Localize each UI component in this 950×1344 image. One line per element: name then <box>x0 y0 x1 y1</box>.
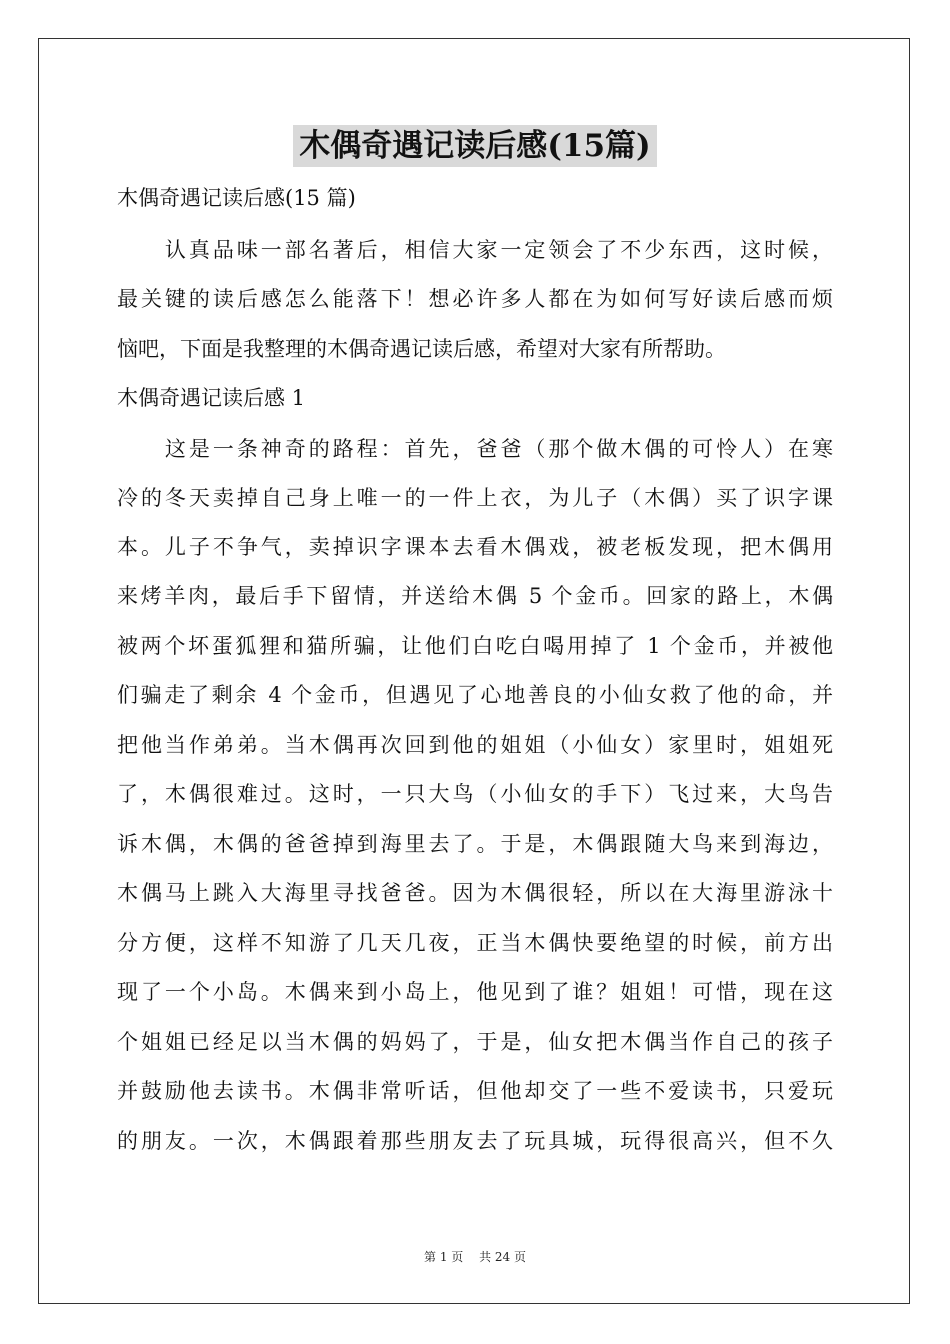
page-total: 共 24 页 <box>479 1250 526 1264</box>
body-line: 并鼓励他去读书。木偶非常听话，但他却交了一些不爱读书，只爱玩 <box>117 1079 833 1103</box>
body-line: 了，木偶很难过。这时，一只大鸟（小仙女的手下）飞过来，大鸟告 <box>117 782 833 806</box>
page-footer <box>0 1248 950 1265</box>
body-line: 冷的冬天卖掉自己身上唯一的一件上衣，为儿子（木偶）买了识字课 <box>117 486 833 510</box>
body-line: 本。儿子不争气，卖掉识字课本去看木偶戏，被老板发现，把木偶用 <box>117 535 833 559</box>
page-border <box>38 38 910 1304</box>
body-line: 个姐姐已经足以当木偶的妈妈了，于是，仙女把木偶当作自己的孩子 <box>117 1030 833 1054</box>
body-line: 们骗走了剩余 4 个金币，但遇见了心地善良的小仙女救了他的命，并 <box>117 683 833 707</box>
body-line: 木偶马上跳入大海里寻找爸爸。因为木偶很轻，所以在大海里游泳十 <box>117 881 833 905</box>
section-heading: 木偶奇遇记读后感 1 <box>117 386 306 410</box>
body-line: 把他当作弟弟。当木偶再次回到他的姐姐（小仙女）家里时，姐姐死 <box>117 733 833 757</box>
body-line: 诉木偶，木偶的爸爸掉到海里去了。于是，木偶跟随大鸟来到海边， <box>117 832 833 856</box>
body-line: 这是一条神奇的路程：首先，爸爸（那个做木偶的可怜人）在寒 <box>117 437 833 461</box>
body-line: 现了一个小岛。木偶来到小岛上，他见到了谁？姐姐！可惜，现在这 <box>117 980 833 1004</box>
page-number: 第 1 页 <box>424 1250 464 1264</box>
body-line: 被两个坏蛋狐狸和猫所骗，让他们白吃白喝用掉了 1 个金币，并被他 <box>117 634 833 658</box>
title-container <box>0 125 950 167</box>
body-line: 的朋友。一次，木偶跟着那些朋友去了玩具城，玩得很高兴，但不久 <box>117 1129 833 1153</box>
body-line: 分方便，这样不知游了几天几夜，正当木偶快要绝望的时候，前方出 <box>117 931 833 955</box>
subtitle: 木偶奇遇记读后感(15 篇) <box>117 186 356 210</box>
intro-line: 恼吧，下面是我整理的木偶奇遇记读后感，希望对大家有所帮助。 <box>117 337 726 361</box>
intro-line: 最关键的读后感怎么能落下！想必许多人都在为如何写好读后感而烦 <box>117 287 833 311</box>
body-line: 来烤羊肉，最后手下留情，并送给木偶 5 个金币。回家的路上，木偶 <box>117 584 833 608</box>
document-title: 木偶奇遇记读后感(15篇) <box>293 125 656 167</box>
intro-line: 认真品味一部名著后，相信大家一定领会了不少东西，这时候， <box>117 238 833 262</box>
